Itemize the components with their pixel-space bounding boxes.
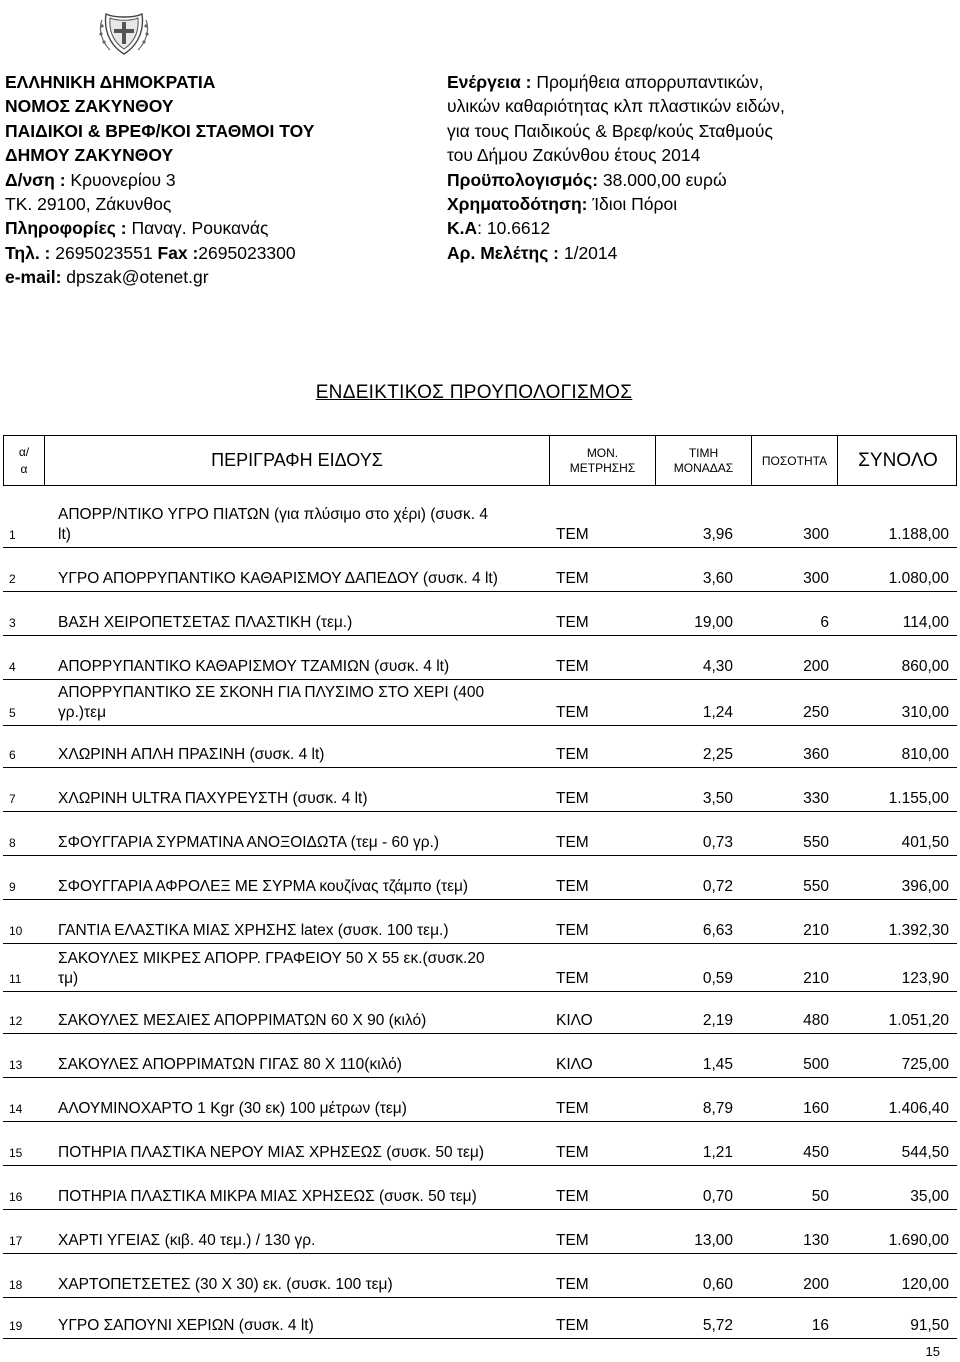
table-row bbox=[3, 1298, 957, 1339]
unit-of-measure: ΤΕΜ bbox=[556, 658, 589, 675]
row-number: 16 bbox=[9, 1190, 23, 1204]
row-number: 8 bbox=[9, 836, 16, 850]
item-description: ΧΛΩΡΙΝΗ ΑΠΛΗ ΠΡΑΣΙΝΗ (συσκ. 4 lt) bbox=[58, 746, 325, 763]
table-row bbox=[3, 1122, 957, 1166]
header-value: υλικών καθαριότητας κλπ πλαστικών ειδών, bbox=[447, 96, 785, 117]
header-unit-price: ΤΙΜΗ ΜΟΝΑΔΑΣ bbox=[656, 436, 752, 485]
line-total: 860,00 bbox=[901, 658, 949, 675]
quantity: 210 bbox=[803, 922, 829, 939]
unit-of-measure: ΤΕΜ bbox=[556, 790, 589, 807]
row-number: 13 bbox=[9, 1058, 23, 1072]
item-description-line1: ΣΑΚΟΥΛΕΣ ΜΙΚΡΕΣ ΑΠΟΡΡ. ΓΡΑΦΕΙΟΥ 50 Χ 55 εκ.(συσκ.20 bbox=[58, 950, 485, 967]
header-line bbox=[5, 265, 435, 289]
table-body bbox=[3, 486, 957, 1339]
unit-price: 13,00 bbox=[694, 1232, 733, 1249]
row-number: 3 bbox=[9, 616, 16, 630]
unit-of-measure: ΤΕΜ bbox=[556, 970, 589, 987]
row-number: 5 bbox=[9, 706, 16, 720]
table-row bbox=[3, 592, 957, 636]
issuer-block bbox=[5, 70, 435, 290]
row-number: 10 bbox=[9, 924, 23, 938]
line-total: 310,00 bbox=[901, 704, 949, 721]
table-row bbox=[3, 1166, 957, 1210]
unit-price: 1,24 bbox=[702, 704, 733, 721]
unit-of-measure: ΤΕΜ bbox=[556, 526, 589, 543]
line-total: 544,50 bbox=[901, 1144, 949, 1161]
row-number: 12 bbox=[9, 1014, 23, 1028]
header-value: Ίδιοι Πόροι bbox=[592, 194, 678, 215]
unit-of-measure: ΤΕΜ bbox=[556, 922, 589, 939]
line-total: 120,00 bbox=[901, 1276, 949, 1293]
quantity: 500 bbox=[803, 1056, 829, 1073]
header-value: 38.000,00 ευρώ bbox=[602, 169, 727, 190]
row-number: 6 bbox=[9, 748, 16, 762]
unit-price: 0,70 bbox=[702, 1188, 733, 1205]
quantity: 300 bbox=[803, 570, 829, 587]
item-description: ΧΛΩΡΙΝΗ ULTRA ΠΑΧΥΡΕΥΣΤΗ (συσκ. 4 lt) bbox=[58, 790, 368, 807]
item-description: ΣΑΚΟΥΛΕΣ ΜΕΣΑΙΕΣ ΑΠΟΡΡΙΜΑΤΩΝ 60 Χ 90 (κιλό) bbox=[58, 1012, 427, 1029]
header-value: του Δήμου Ζακύνθου έτους 2014 bbox=[447, 145, 701, 166]
header-line bbox=[447, 143, 957, 167]
header-line bbox=[447, 70, 957, 94]
header-label: ΝΟΜΟΣ ΖΑΚΥΝΘΟΥ bbox=[5, 96, 174, 117]
quantity: 550 bbox=[803, 878, 829, 895]
table-row bbox=[3, 812, 957, 856]
header-total: ΣΥΝΟΛΟ bbox=[858, 449, 938, 471]
unit-of-measure: ΤΕΜ bbox=[556, 1100, 589, 1117]
header-value: Κρυονερίου 3 bbox=[70, 169, 176, 190]
header-line bbox=[5, 94, 435, 118]
quantity: 16 bbox=[811, 1317, 829, 1334]
header-line bbox=[5, 168, 435, 192]
quantity: 550 bbox=[803, 834, 829, 851]
header-value: 2695023551 bbox=[55, 242, 158, 263]
unit-of-measure: ΤΕΜ bbox=[556, 1232, 589, 1249]
line-total: 1.188,00 bbox=[888, 526, 949, 543]
unit-price: 3,50 bbox=[702, 790, 733, 807]
unit-of-measure: ΤΕΜ bbox=[556, 878, 589, 895]
row-number: 9 bbox=[9, 880, 16, 894]
quantity: 360 bbox=[803, 746, 829, 763]
unit-of-measure: ΤΕΜ bbox=[556, 834, 589, 851]
quantity: 200 bbox=[803, 658, 829, 675]
header-label: Χρηματοδότηση: bbox=[447, 194, 593, 215]
unit-of-measure: ΚΙΛΟ bbox=[556, 1012, 593, 1029]
header-line bbox=[5, 216, 435, 240]
header-value: ΤΚ. 29100, Ζάκυνθος bbox=[5, 194, 172, 215]
table-row bbox=[3, 486, 957, 548]
unit-price: 0,72 bbox=[702, 878, 733, 895]
quantity: 210 bbox=[803, 970, 829, 987]
header-quantity: ΠΟΣΟΤΗΤΑ bbox=[752, 436, 838, 485]
quantity: 480 bbox=[803, 1012, 829, 1029]
row-number: 18 bbox=[9, 1278, 23, 1292]
line-total: 114,00 bbox=[902, 614, 949, 631]
table-row bbox=[3, 1254, 957, 1298]
page-number: 15 bbox=[925, 1344, 940, 1359]
table-row bbox=[3, 856, 957, 900]
unit-of-measure: ΚΙΛΟ bbox=[556, 1056, 593, 1073]
item-description: ΒΑΣΗ ΧΕΙΡΟΠΕΤΣΕΤΑΣ ΠΛΑΣΤΙΚΗ (τεμ.) bbox=[58, 614, 353, 631]
header-value: για τους Παιδικούς & Βρεφ/κούς Σταθμούς bbox=[447, 120, 773, 141]
table-row bbox=[3, 768, 957, 812]
unit-price: 2,25 bbox=[702, 746, 733, 763]
unit-price: 0,73 bbox=[702, 834, 733, 851]
row-number: 14 bbox=[9, 1102, 23, 1116]
table-row bbox=[3, 1034, 957, 1078]
line-total: 123,90 bbox=[901, 970, 949, 987]
unit-price: 0,59 bbox=[702, 970, 733, 987]
line-total: 1.690,00 bbox=[888, 1232, 949, 1249]
table-row bbox=[3, 900, 957, 944]
table-row bbox=[3, 636, 957, 680]
header-label: Fax : bbox=[157, 242, 199, 263]
item-description-line1: ΑΠΟΡΡΥΠΑΝΤΙΚΟ ΣΕ ΣΚΟΝΗ ΓΙΑ ΠΛΥΣΙΜΟ ΣΤΟ ΧΕΡΙ (400 bbox=[58, 684, 485, 701]
item-description: ΣΦΟΥΓΓΑΡΙΑ ΑΦΡΟΛΕΞ ΜΕ ΣΥΡΜΑ κουζίνας τζάμπο (τεμ) bbox=[58, 878, 469, 895]
budget-table bbox=[3, 435, 957, 1339]
unit-price: 2,19 bbox=[702, 1012, 733, 1029]
header-aa: α/ α bbox=[4, 436, 45, 485]
line-total: 1.392,30 bbox=[888, 922, 949, 939]
header-line bbox=[5, 70, 435, 94]
row-number: 4 bbox=[9, 660, 16, 674]
line-total: 1.080,00 bbox=[888, 570, 949, 587]
item-description: ΠΟΤΗΡΙΑ ΠΛΑΣΤΙΚΑ ΝΕΡΟΥ ΜΙΑΣ ΧΡΗΣΕΩΣ (συσκ. 50 τεμ) bbox=[58, 1144, 485, 1161]
unit-price: 8,79 bbox=[702, 1100, 733, 1117]
item-description: ΧΑΡΤΙ ΥΓΕΙΑΣ (κιβ. 40 τεμ.) / 130 γρ. bbox=[58, 1232, 316, 1249]
unit-of-measure: ΤΕΜ bbox=[556, 1317, 589, 1334]
item-description: ΠΟΤΗΡΙΑ ΠΛΑΣΤΙΚΑ ΜΙΚΡΑ ΜΙΑΣ ΧΡΗΣΕΩΣ (συσκ. 50 τεμ) bbox=[58, 1188, 477, 1205]
table-row bbox=[3, 1210, 957, 1254]
unit-of-measure: ΤΕΜ bbox=[556, 1188, 589, 1205]
header-value: : 10.6612 bbox=[477, 218, 551, 239]
unit-price: 0,60 bbox=[702, 1276, 733, 1293]
header-label: Δ/νση : bbox=[5, 169, 71, 190]
quantity: 450 bbox=[803, 1144, 829, 1161]
item-description: ΣΦΟΥΓΓΑΡΙΑ ΣΥΡΜΑΤΙΝΑ ΑΝΟΞΟΙΔΩΤΑ (τεμ - 60 γρ.) bbox=[58, 834, 440, 851]
item-description: ΥΓΡΟ ΑΠΟΡΡΥΠΑΝΤΙΚΟ ΚΑΘΑΡΙΣΜΟΥ ΔΑΠΕΔΟΥ (συσκ. 4 lt) bbox=[58, 570, 498, 587]
header-line bbox=[5, 192, 435, 216]
page-title: ΕΝΔΕΙΚΤΙΚΟΣ ΠΡΟΥΠΟΛΟΓΙΣΜΟΣ bbox=[315, 382, 633, 403]
unit-of-measure: ΤΕΜ bbox=[556, 746, 589, 763]
table-row bbox=[3, 992, 957, 1034]
header-line bbox=[447, 168, 957, 192]
unit-price: 4,30 bbox=[702, 658, 733, 675]
header-value: Παναγ. Ρουκανάς bbox=[131, 218, 269, 239]
row-number: 15 bbox=[9, 1146, 23, 1160]
item-description: γρ.)τεμ bbox=[58, 704, 106, 721]
row-number: 17 bbox=[9, 1234, 23, 1248]
row-number: 11 bbox=[9, 972, 22, 986]
header-line bbox=[447, 94, 957, 118]
quantity: 6 bbox=[820, 614, 829, 631]
row-number: 7 bbox=[9, 792, 16, 806]
header-line bbox=[447, 241, 957, 265]
line-total: 1.406,40 bbox=[888, 1100, 949, 1117]
unit-price: 19,00 bbox=[694, 614, 733, 631]
header-label: Προϋπολογισμός: bbox=[447, 169, 603, 190]
quantity: 300 bbox=[803, 526, 829, 543]
unit-price: 5,72 bbox=[702, 1317, 733, 1334]
header-label: Αρ. Μελέτης : bbox=[447, 242, 564, 263]
header-value: Προμήθεια απορρυπαντικών, bbox=[536, 72, 764, 92]
table-row bbox=[3, 944, 957, 992]
row-number: 1 bbox=[9, 528, 16, 542]
unit-price: 6,63 bbox=[702, 922, 733, 939]
header-label: ΔΗΜΟΥ ΖΑΚΥΝΘΟΥ bbox=[5, 145, 174, 166]
quantity: 200 bbox=[803, 1276, 829, 1293]
line-total: 1.051,20 bbox=[888, 1012, 949, 1029]
header-label: Κ.Α bbox=[447, 218, 478, 239]
header-line bbox=[5, 143, 435, 167]
header-line bbox=[447, 216, 957, 240]
unit-price: 1,45 bbox=[702, 1056, 733, 1073]
row-number: 2 bbox=[9, 572, 16, 586]
item-description: τμ) bbox=[58, 970, 79, 987]
unit-of-measure: ΤΕΜ bbox=[556, 1144, 589, 1161]
line-total: 401,50 bbox=[901, 834, 949, 851]
quantity: 250 bbox=[803, 704, 829, 721]
header-line bbox=[5, 119, 435, 143]
line-total: 396,00 bbox=[901, 878, 949, 895]
item-description: ΑΠΟΡΡΥΠΑΝΤΙΚΟ ΚΑΘΑΡΙΣΜΟΥ ΤΖΑΜΙΩΝ (συσκ. 4 lt) bbox=[58, 658, 450, 675]
table-row bbox=[3, 548, 957, 592]
header-line bbox=[447, 192, 957, 216]
table-row bbox=[3, 1078, 957, 1122]
header-value: 1/2014 bbox=[563, 242, 618, 263]
item-description-line1: ΑΠΟΡΡ/ΝΤΙΚΟ ΥΓΡΟ ΠΙΑΤΩΝ (για πλύσιμο στο χέρι) (συσκ. 4 bbox=[58, 506, 488, 523]
header-unit: ΜΟΝ. ΜΕΤΡΗΣΗΣ bbox=[550, 436, 656, 485]
table-row bbox=[3, 726, 957, 768]
item-description: ΣΑΚΟΥΛΕΣ ΑΠΟΡΡΙΜΑΤΩΝ ΓΙΓΑΣ 80 Χ 110(κιλό) bbox=[58, 1056, 402, 1073]
item-description: ΓΑΝΤΙΑ ΕΛΑΣΤΙΚΑ ΜΙΑΣ ΧΡΗΣΗΣ latex (συσκ. 100 τεμ.) bbox=[58, 922, 449, 939]
header-value: 2695023300 bbox=[198, 242, 296, 263]
quantity: 50 bbox=[811, 1188, 829, 1205]
unit-of-measure: ΤΕΜ bbox=[556, 570, 589, 587]
header-label: e-mail: bbox=[5, 267, 67, 288]
header-label: Ενέργεια : bbox=[447, 72, 537, 92]
unit-price: 3,60 bbox=[702, 570, 733, 587]
header-line bbox=[447, 119, 957, 143]
line-total: 1.155,00 bbox=[888, 790, 949, 807]
project-info-block bbox=[447, 70, 957, 265]
table-row bbox=[3, 680, 957, 726]
item-description: ΑΛΟΥΜΙΝΟΧΑΡΤΟ 1 Kgr (30 εκ) 100 μέτρων (τεμ) bbox=[58, 1100, 407, 1117]
table-header bbox=[3, 435, 957, 486]
quantity: 160 bbox=[803, 1100, 829, 1117]
greek-emblem-icon bbox=[96, 4, 152, 60]
item-description: ΧΑΡΤΟΠΕΤΣΕΤΕΣ (30 Χ 30) εκ. (συσκ. 100 τεμ) bbox=[58, 1276, 393, 1293]
header-label: ΕΛΛΗΝΙΚΗ ΔΗΜΟΚΡΑΤΙΑ bbox=[5, 72, 216, 92]
unit-of-measure: ΤΕΜ bbox=[556, 1276, 589, 1293]
line-total: 91,50 bbox=[910, 1317, 949, 1334]
header-value: dpszak@otenet.gr bbox=[66, 267, 209, 288]
unit-price: 3,96 bbox=[702, 526, 733, 543]
header-description: ΠΕΡΙΓΡΑΦΗ ΕΙΔΟΥΣ bbox=[45, 436, 550, 485]
header-label: ΠΑΙΔΙΚΟΙ & ΒΡΕΦ/ΚΟΙ ΣΤΑΘΜΟΙ ΤΟΥ bbox=[5, 120, 315, 141]
item-description: lt) bbox=[58, 526, 71, 543]
line-total: 810,00 bbox=[901, 746, 949, 763]
line-total: 725,00 bbox=[901, 1056, 949, 1073]
unit-price: 1,21 bbox=[702, 1144, 733, 1161]
row-number: 19 bbox=[9, 1319, 23, 1333]
unit-of-measure: ΤΕΜ bbox=[556, 704, 589, 721]
quantity: 130 bbox=[803, 1232, 829, 1249]
header-label: Τηλ. : bbox=[5, 242, 56, 263]
unit-of-measure: ΤΕΜ bbox=[556, 614, 589, 631]
quantity: 330 bbox=[803, 790, 829, 807]
line-total: 35,00 bbox=[910, 1188, 949, 1205]
header-label: Πληροφορίες : bbox=[5, 218, 132, 239]
header-line bbox=[5, 241, 435, 265]
item-description: ΥΓΡΟ ΣΑΠΟΥΝΙ ΧΕΡΙΩΝ (συσκ. 4 lt) bbox=[58, 1317, 314, 1334]
